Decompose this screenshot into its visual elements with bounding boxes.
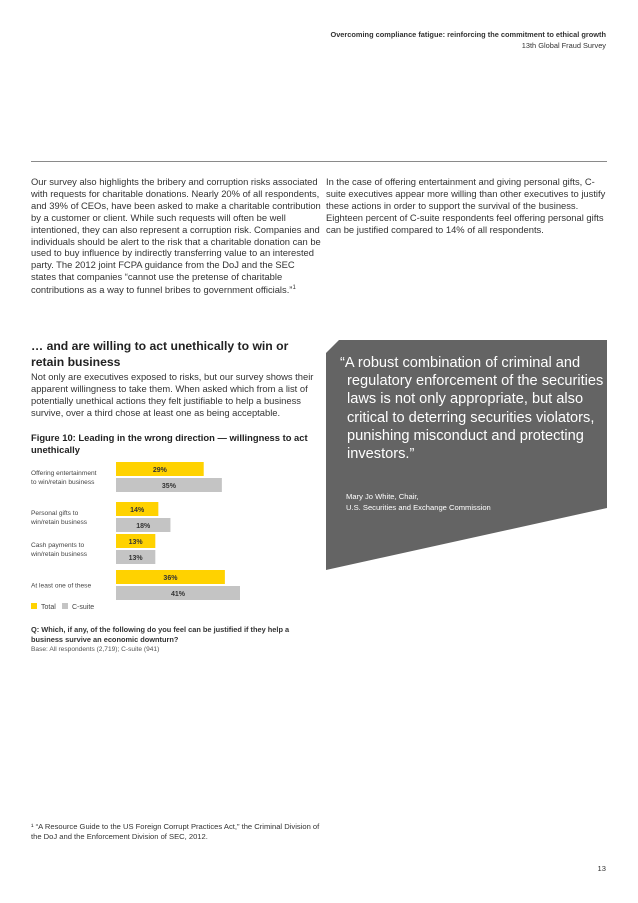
- category-label: At least one of these: [31, 582, 92, 590]
- bar-value-label: 13%: [128, 555, 143, 562]
- survey-base: Base: All respondents (2,719); C-suite (941): [31, 646, 160, 653]
- right-intro-paragraph: In the case of offering entertainment and giving personal gifts, C-suite executives appear more willing than other executives to justify these actions in order to support the survival of the business. Eighteen percent of C-suite respondents feel offering personal gifts can be justified compared to 14% of all respondents.: [326, 176, 606, 235]
- legend-label: Total: [41, 604, 56, 611]
- quote-attribution: [346, 491, 596, 513]
- category-label: Offering entertainment: [31, 470, 97, 477]
- bar-value-label: 35%: [161, 483, 176, 490]
- category-label: win/retain business: [31, 519, 88, 526]
- category-label: Cash payments to: [31, 542, 85, 549]
- section-body: Not only are executives exposed to risks, but our survey shows their apparent willingness to take them. When asked which from a list of potentially unethical actions they felt justifiable to help a business survive, over a third chose at least one as being acceptable.: [31, 371, 314, 418]
- bar-value-label: 41%: [170, 591, 186, 598]
- left-intro-text: Our survey also highlights the bribery and corruption risks associated with requests for charitable donations. Nearly 20% of all respondents, and 39% of CEOs, have been asked to make a charitable contribution by a customer or client. While such requests will often be well intentioned, they can also represent a corruption risk. Companies and individuals should be alert to the risk that a charitable donation can be used to buy influence by indirectly transferring value to an interested party. The 2012 joint FCPA guidance from the DoJ and the SEC states that companies “cannot use the pretense of charitable contributions as a way to funnel bribes to government officials.”: [31, 176, 321, 296]
- bar-value-label: 13%: [128, 539, 143, 546]
- figure-title: Figure 10: Leading in the wrong direction — willingness to act unethically: [31, 432, 308, 455]
- legend-swatch: [31, 603, 37, 609]
- legend-label: C-suite: [72, 604, 95, 611]
- survey-question: Q: Which, if any, of the following do you feel can be justified if they help a business survive an economic downturn?: [31, 625, 290, 644]
- bar-chart: [31, 455, 321, 625]
- category-label: Personal gifts to: [31, 510, 79, 517]
- bar-chart-svg: [31, 455, 321, 625]
- pull-quote: “A robust combination of criminal and regulatory enforcement of the securities laws is not only appropriate, but also critical to deterring securities violators, punishing misconduct and protecting investors.”: [340, 355, 604, 463]
- page-number: 13: [597, 864, 606, 873]
- category-label: to win/retain business: [31, 479, 95, 486]
- bar-value-label: 14%: [130, 507, 145, 514]
- bar-value-label: 29%: [152, 467, 167, 474]
- left-intro-paragraph: [31, 176, 321, 296]
- attribution-name: Mary Jo White, Chair,: [346, 492, 419, 501]
- running-header-subtitle: 13th Global Fraud Survey: [521, 41, 606, 50]
- bar-value-label: 36%: [163, 575, 178, 582]
- attribution-org: U.S. Securities and Exchange Commission: [346, 503, 491, 512]
- footnote-ref: 1: [292, 285, 296, 292]
- bar-value-label: 18%: [136, 523, 151, 530]
- footnote: ¹ “A Resource Guide to the US Foreign Corrupt Practices Act,” the Criminal Division of the DoJ and the Enforcement Division of SEC, 2012.: [31, 822, 320, 841]
- running-header-title: Overcoming compliance fatigue: reinforcing the commitment to ethical growth: [330, 30, 606, 39]
- legend-swatch: [62, 603, 68, 609]
- category-label: win/retain business: [31, 551, 88, 558]
- section-divider: [31, 161, 607, 162]
- section-heading: … and are willing to act unethically to win or retain business: [31, 339, 289, 369]
